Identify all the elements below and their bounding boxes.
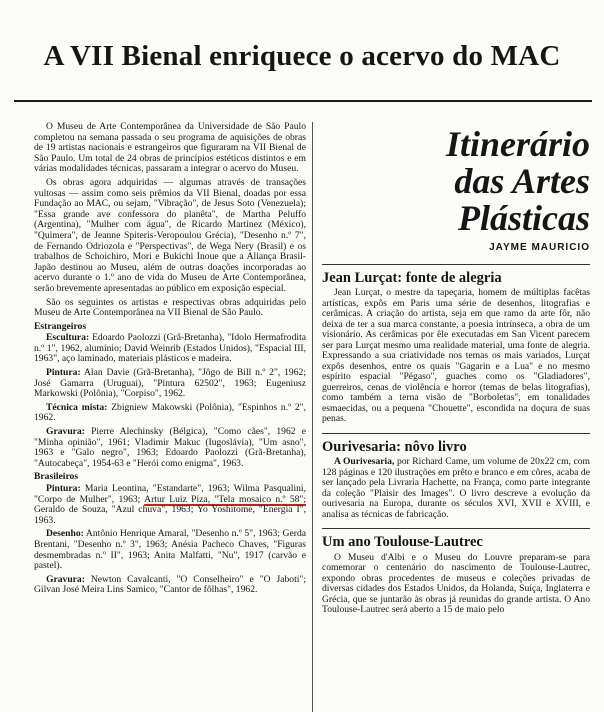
column-title-line: das Artes — [454, 161, 590, 201]
column-divider — [312, 122, 313, 712]
entry-label: Gravura: — [46, 426, 85, 438]
section-paragraph: Jean Lurçat, o mestre da tapeçaria, homem de múltiplas facêtas artísticas, expôs em Paris uma série de desenhos, litografias e cerâmicas. A criação do artista, seja em que ramo da arte fôr, não deixa de ter a sua marca constante, a poesia intrínseca, a obra de um visionário. As cerâmicas por êle executadas em San Vicent parecem ser para Lurçat mesmo uma realidade material, uma fonte de alegria. Expressando a sua criatividade nos temas os mais variados, Lurçat expôs desenhos, entre os quais "Gagarin e a Lua" e no mesmo espírito espacial "Pégaso", guaches como os "Gladiadores", guerreiros, cenas de violência e horror (temas de belas litografias), como também a terna visão de "Borboletas", em tonalidades esmaecidas, ou a pequena "Chouette", escondida na doçura de suas penas. — [322, 287, 590, 424]
acquisition-entry-escultura — [34, 333, 306, 365]
section-paragraph — [322, 457, 590, 520]
acquisition-entry-gravura — [34, 427, 306, 469]
section-heading-ourivesaria: Ourivesaria: nôvo livro — [322, 438, 467, 455]
book-title: A Ourivesaria, — [334, 456, 395, 467]
section-paragraph: O Museu d'Albi e o Museu do Louvre preparam-se para comemorar o centenário do nascimento de Toulouse-Lautrec, expondo obras procedentes de museus e coleções privadas de diversas cidades dos Estados Unidos, da Holanda, Suíça, Inglaterra e Grécia, que se juntarão às obras já reunidas do grande artista. O Ano Toulouse-Lautrec será aberto a 15 de maio pelo — [322, 551, 590, 615]
entry-text: Maria Leontina, "Estandarte", 1963; Wilma Pasqualini, "Corpo de Mulher", 1963; — [34, 483, 306, 505]
article-paragraph: São os seguintes os artistas e respectivas obras adquiridas pelo Museu de Arte Contemporânea na VII Bienal de São Paulo. — [34, 296, 306, 319]
headline: A VII Bienal enriquece o acervo do MAC — [43, 40, 561, 72]
article-paragraph: O Museu de Arte Contemporânea da Universidade de São Paulo completou na semana passada o seu programa de aquisições de obras de 19 artistas nacionais e estrangeiros que figuraram na VII Bienal de São Paulo. Um total de 24 obras de princípios estéticos distintos e em várias modalidades técnicas, passaram a integrar o acervo do Museu. — [34, 121, 306, 175]
entry-label: Desenho: — [46, 528, 84, 540]
section-text: por Richard Came, um volume de 20x22 cm, com 128 páginas e 120 ilustrações em prêto e branco e em côres, acaba de ser lançado pela Livraria Hachette, na França, como parte integrante da coleção "Plaisir des Images". O livro descreve a evolução da ourivesaria na Europa, durante os séculos XVI, XVII e XVIII, e analisa as técnicas de fabricação. — [322, 456, 591, 520]
section-heading-toulouse-lautrec: Um ano Toulouse-Lautrec — [322, 534, 483, 550]
headline-rule — [14, 100, 592, 102]
entry-label: Escultura: — [46, 332, 90, 344]
entry-text: Newton Cavalcanti, "O Conselheiro" e "O Jaboti"; Gilvan José Meira Lins Samico, "Cantor de fôlhas", 1962. — [34, 573, 306, 596]
byline: JAYME MAURICIO — [489, 242, 590, 253]
section-heading-brasileiros: Brasileiros — [34, 471, 79, 483]
itinerario-column — [322, 118, 590, 619]
column-title-line: Plásticas — [458, 198, 590, 238]
entry-label: Pintura: — [46, 483, 81, 494]
section-rule — [322, 528, 590, 529]
entry-text: Pierre Alechinsky (Bélgica), "Como cães", 1962 e "Minha opinião", 1961; Vladimir Makuc (Iugoslávia), "Um asno", 1963 e "Galo negro", 1963; Edoardo Paolozzi (Grã-Bretanha), "Autocabeça", 1954-63 e "Herói como enigma", 1963. — [34, 426, 306, 469]
column-title-line: Itinerário — [445, 124, 590, 164]
section-rule — [322, 433, 590, 434]
article-paragraph: Os obras agora adquiridas — algumas através de transações vultosas — assim como seis prêmios da VII Bienal, doadas por essa Fundação ao MAC, ou sejam, "Vibração", de Jesus Soto (Venezuela); "Essa grande ave confessora do planêta", de Martha Peluffo (Argentina), "Mulher com água", de Ricardo Martinez (México), "Quimera", de Jeanne Spiteris-Veropoulou Grécia), "Desenho n.º 7", de Fernando Odriozola e "Perspectivas", de Wega Nery (Brasil) e os trabalhos de Schoichiro, Mori e Bukichi Inoue que a Aliança Brasil-Japão destinou ao Museu, além de outras doações incorporadas ao acervo durante o 1.º ano de vida do Museu de Arte Contemporânea, serão brevemente apresentadas ao público em exposição especial. — [34, 176, 306, 294]
section-heading-estrangeiros: Estrangeiros — [34, 320, 87, 332]
entry-label: Gravura: — [46, 573, 85, 585]
entry-text: Edoardo Paolozzi (Grã-Bretanha), "Idolo Hermafrodita n.º 1", 1962, alumínio; David Weinrib (Estados Unidos), "Espacial III, 1963", aço laminado, materiais plásticos e madeira. — [34, 332, 306, 365]
acquisition-entry-pintura-brasil — [34, 484, 306, 526]
entry-text: Geraldo de Souza, "Azul chuva", 1963; Yo Yoshitome, "Energia I", 1963. — [34, 504, 306, 526]
bienal-article — [34, 122, 306, 599]
section-heading-lurcat: Jean Lurçat: fonte de alegria — [322, 269, 502, 286]
section-rule — [322, 264, 590, 265]
entry-text: Antônio Henrique Amaral, "Desenho n.º 5", 1963; Gerda Brentani, "Desenho n.º 3", 1963; Anésia Pacheco Chaves, "Figuras desmembradas n.º II", 1963; Anita Malfatti, "Nu", 1917 (carvão e pastel). — [34, 528, 306, 572]
column-title — [322, 126, 590, 237]
acquisition-entry-gravura-brasil — [34, 575, 306, 596]
acquisition-entry-desenho — [34, 529, 306, 571]
entry-text: Zbigniew Makowski (Polônia), "Espinhos n.º 2", 1962. — [34, 401, 307, 424]
acquisition-entry-tecnica-mista — [34, 403, 306, 424]
entry-label: Pintura: — [46, 367, 81, 379]
underlined-entry: Artur Luiz Piza, "Tela mosaico n.º 58"; — [144, 493, 306, 505]
entry-label: Técnica mista: — [46, 401, 108, 413]
acquisition-entry-pintura — [34, 368, 306, 400]
entry-text: Alan Davie (Grã-Bretanha), "Jôgo de Bill n.º 2", 1962; José Gamarra (Uruguai), "Pintura 62502", 1963; Eugeniusz Markowski (Polônia), "Corpiso", 1962. — [34, 367, 306, 400]
